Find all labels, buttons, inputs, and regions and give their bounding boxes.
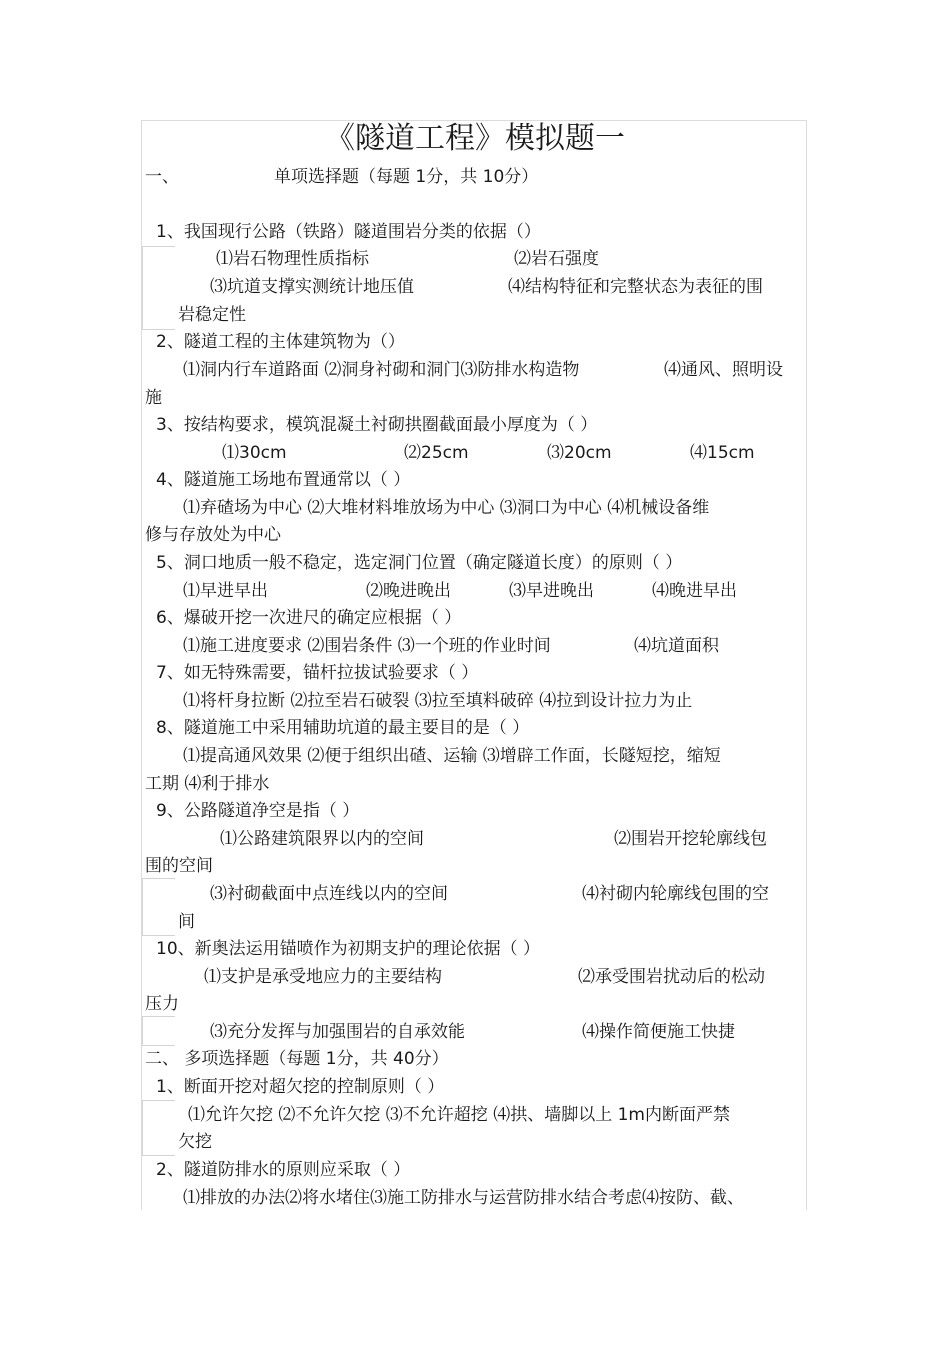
question-stem: 10、新奥法运用锚喷作为初期支护的理论依据（ ） [156,939,541,959]
document-title: 《隧道工程》模拟题一 [325,121,625,156]
option: ⑵晚进晚出 [366,581,451,601]
indent-box [142,1100,175,1156]
question-stem: 3、按结构要求，模筑混凝土衬砌拱圈截面最小厚度为（ ） [156,415,598,435]
option: ⑶衬砌截面中点连线以内的空间 [210,884,448,904]
option-continuation: 压力 [145,994,179,1014]
question-stem: 2、隧道防排水的原则应采取（ ） [156,1160,411,1180]
option: ⑷衬砌内轮廓线包围的空 [582,884,769,904]
option: ⑶早进晚出 [509,581,594,601]
indent-box [142,878,175,936]
option-continuation: 施 [145,388,162,408]
option: ⑴岩石物理性质指标 [216,249,369,269]
indent-box [142,246,175,330]
question-stem: 4、隧道施工场地布置通常以（ ） [156,470,411,490]
question-stem: 6、爆破开挖一次进尺的确定应根据（ ） [156,608,462,628]
option: ⑴支护是承受地应力的主要结构 [204,967,442,987]
option-continuation: 修与存放处为中心 [145,525,281,545]
option-line: ⑴排放的办法⑵将水堵住⑶施工防排水与运营防排水结合考虑⑷按防、截、 [183,1188,744,1208]
section-heading: 单项选择题（每题 1分，共 10分） [274,167,539,187]
option: ⑴公路建筑限界以内的空间 [220,829,424,849]
option-continuation: 围的空间 [145,856,213,876]
option-continuation: 岩稳定性 [178,305,246,325]
option: ⑶20cm [547,443,612,463]
option-line: ⑴洞内行车道路面 ⑵洞身衬砌和洞门⑶防排水构造物 [183,360,580,380]
option: ⑷晚进早出 [652,581,737,601]
option-line: ⑴提高通风效果 ⑵便于组织出碴、运输 ⑶增辟工作面，长隧短挖，缩短 [183,746,721,766]
option: ⑷坑道面积 [634,636,719,656]
question-stem: 1、我国现行公路（铁路）隧道围岩分类的依据（） [156,222,541,242]
option: ⑴30cm [222,443,287,463]
indent-box [142,1016,175,1046]
question-stem: 1、断面开挖对超欠挖的控制原则（ ） [156,1077,445,1097]
option-line: ⑴施工进度要求 ⑵围岩条件 ⑶一个班的作业时间 [183,636,551,656]
question-stem: 8、隧道施工中采用辅助坑道的最主要目的是（ ） [156,718,530,738]
option: ⑷通风、照明设 [664,360,783,380]
section-number: 一、 [145,167,179,187]
option: ⑵围岩开挖轮廓线包 [614,829,767,849]
section-heading: 二、 多项选择题（每题 1分，共 40分） [145,1049,449,1069]
option-continuation: 欠挖 [178,1132,212,1152]
option: ⑴早进早出 [183,581,268,601]
option: ⑵岩石强度 [514,249,599,269]
option-line: ⑴弃碴场为中心 ⑵大堆材料堆放场为中心 ⑶洞口为中心 ⑷机械设备维 [183,498,710,518]
option: ⑵25cm [404,443,469,463]
option: ⑷结构特征和完整状态为表征的围 [508,277,763,297]
question-stem: 2、隧道工程的主体建筑物为（） [156,332,405,352]
question-stem: 7、如无特殊需要，锚杆拉拔试验要求（ ） [156,663,479,683]
option: ⑶充分发挥与加强围岩的自承效能 [210,1022,465,1042]
question-stem: 5、洞口地质一般不稳定，选定洞门位置（确定隧道长度）的原则（ ） [156,553,683,573]
option-line: ⑴将杆身拉断 ⑵拉至岩石破裂 ⑶拉至填料破碎 ⑷拉到设计拉力为止 [183,691,693,711]
page-frame-right [806,120,807,1210]
option: ⑷操作简便施工快捷 [582,1022,735,1042]
option: ⑷15cm [690,443,755,463]
option-continuation: 间 [178,912,195,932]
option: ⑶坑道支撑实测统计地压值 [210,277,414,297]
option: ⑵承受围岩扰动后的松动 [578,967,765,987]
option-continuation: 工期 ⑷利于排水 [145,774,270,794]
option-line: ⑴允许欠挖 ⑵不允许欠挖 ⑶不允许超挖 ⑷拱、墙脚以上 1m内断面严禁 [188,1105,730,1125]
question-stem: 9、公路隧道净空是指（ ） [156,801,360,821]
